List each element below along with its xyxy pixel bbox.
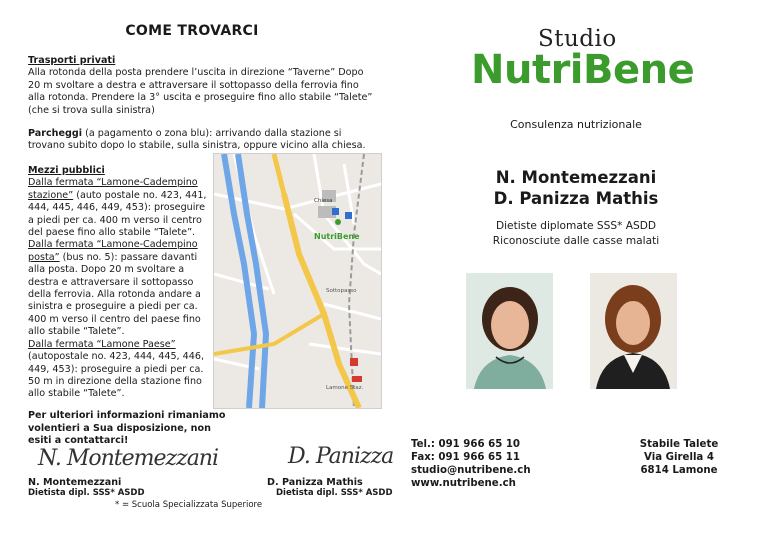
signatory-left-title: Dietista dipl. SSS* ASDD xyxy=(28,488,145,498)
map-graphic xyxy=(214,154,381,408)
post-office-icon xyxy=(350,358,358,366)
address-line-3: 6814 Lamone xyxy=(640,465,718,476)
portrait-2-graphic xyxy=(590,273,677,389)
stop-lamone-paese-link[interactable]: Dalla fermata “Lamone Paese” xyxy=(28,338,176,350)
station-icon xyxy=(352,376,362,382)
signature-montemezzani: N. Montemezzani xyxy=(38,446,219,471)
person-name-1: N. Montemezzani xyxy=(495,168,657,187)
signatory-right-name: D. Panizza Mathis xyxy=(267,477,363,488)
private-transport-section xyxy=(28,55,373,117)
location-pin-icon xyxy=(335,219,341,225)
person-name-2: D. Panizza Mathis xyxy=(493,189,659,208)
signatory-left-name: N. Montemezzani xyxy=(28,477,122,488)
map-label-chiesa: Chiesa xyxy=(314,198,333,204)
email-link[interactable]: studio@nutribene.ch xyxy=(411,465,531,476)
stop-lamone-posta-link[interactable]: Dalla fermata “Lamone-Cadempino posta” xyxy=(28,239,198,263)
signatory-right-title: Dietista dipl. SSS* ASDD xyxy=(276,488,393,498)
page-title: COME TROVARCI xyxy=(125,23,259,39)
subtitle: Consulenza nutrizionale xyxy=(510,118,642,131)
address-line-1: Stabile Talete xyxy=(639,439,719,450)
qualification-line-2: Riconosciute dalle casse malati xyxy=(492,235,660,247)
contact-details xyxy=(411,438,531,490)
private-transport-heading: Trasporti privati xyxy=(28,55,116,66)
portrait-montemezzani xyxy=(466,273,553,389)
parking-section xyxy=(28,128,373,153)
portrait-1-graphic xyxy=(466,273,553,389)
location-map[interactable] xyxy=(213,153,382,409)
logo-brand-text: NutriBene xyxy=(471,47,695,93)
signature-panizza: D. Panizza xyxy=(288,444,394,469)
parking-icon-1 xyxy=(332,208,339,215)
stop-lamone-stazione-link[interactable]: Dalla fermata “Lamone-Cadempino stazione” xyxy=(28,177,198,201)
qualification-line-1: Dietiste diplomate SSS* ASDD xyxy=(495,220,657,232)
parking-icon-2 xyxy=(345,212,352,219)
address-line-2: Via Girella 4 xyxy=(644,452,714,463)
website-link[interactable]: www.nutribene.ch xyxy=(411,478,516,489)
parking-text-1: (a pagamento o zona blu) xyxy=(82,128,210,139)
parking-heading: Parcheggi xyxy=(28,128,83,139)
address-block xyxy=(624,438,734,477)
portrait-panizza xyxy=(590,273,677,389)
footnote: * = Scuola Specializzata Superiore xyxy=(115,500,263,510)
public-transport-heading: Mezzi pubblici xyxy=(28,165,105,176)
parking-text-2: : arrivando dalla stazione si trovano subito dopo lo stabile, sulla sinistra, oppure vicino alla chiesa. xyxy=(28,128,366,152)
fax-number: Fax: 091 966 65 11 xyxy=(411,452,520,463)
logo-studio-text: Studio xyxy=(538,26,617,52)
private-transport-text: Alla rotonda della posta prendere l’uscita in direzione “Taverne” Dopo 20 m svoltare a destra e attraversare il sottopasso della ferrovia fino alla rotonda. Prendere la 3° uscita e proseguire fino allo stabile “Talete” (che si trova sulla sinistra) xyxy=(28,67,373,116)
phone-number[interactable]: Tel.: 091 966 65 10 xyxy=(411,439,521,450)
stop-lamone-stazione-text: (auto postale no. 423, 441, 444, 445, 446, 449, 453): proseguire a piedi per ca. 400 m verso il centro del paese fino allo stabile “Talete”. xyxy=(28,189,207,239)
map-label-stazione: Lamone Staz. xyxy=(326,385,364,391)
map-label-sottopasso: Sottopasso xyxy=(326,288,357,294)
stop-lamone-paese-text: (autopostale no. 423, 444, 445, 446, 449, 453): proseguire a piedi per ca. 50 m in direzione della stazione fino allo stabile “Talete”. xyxy=(28,351,205,400)
public-transport-section xyxy=(28,165,213,401)
map-brand-label: NutriBene xyxy=(314,232,360,241)
contact-note: Per ulteriori informazioni rimaniamo volentieri a Sua disposizione, non esiti a contattarci! xyxy=(28,410,226,446)
stop-lamone-posta-text: (bus no. 5): passare davanti alla posta. Dopo 20 m svoltare a destra e attraversare il sottopasso della ferrovia. Alla rotonda andare a sinistra e proseguire a piedi per ca. 400 m verso il centro del paese fino allo stabile “Talete”. xyxy=(28,251,201,338)
